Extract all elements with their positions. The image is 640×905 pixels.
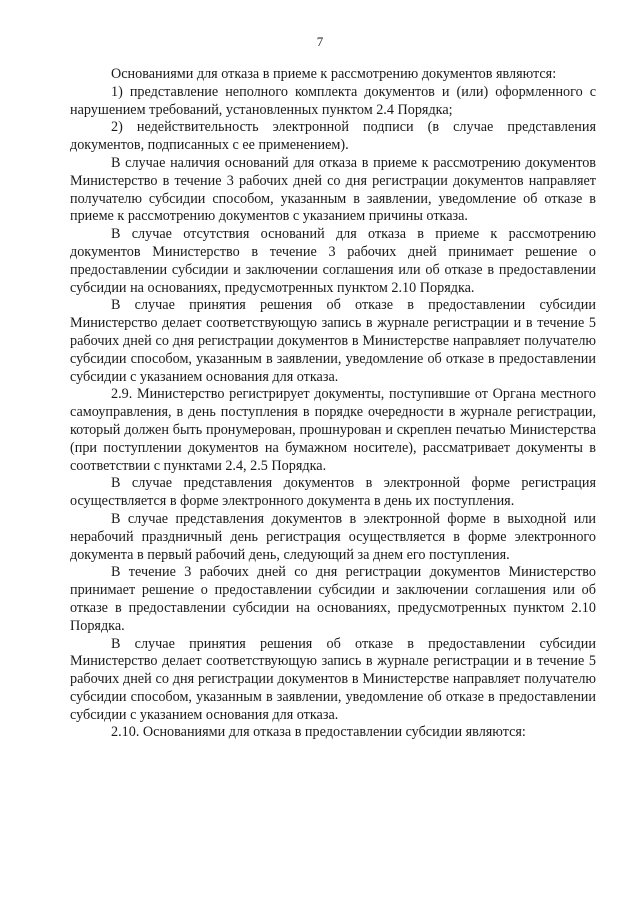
- page-number: 7: [316, 34, 324, 49]
- paragraph-section-2-9: 2.9. Министерство регистрирует документы, поступившие от Органа местного самоуправления, в день поступления в порядке очередности в журнале регистрации, который должен быть пронумерован, прошнурован и скреплен печатью Министерства (при поступлении документов на бумажном носителе), рассматривает документы в соответствии с пунктами 2.4, 2.5 Порядка.: [70, 386, 596, 474]
- paragraph-item-1: 1) представление неполного комплекта документов и (или) оформленного с нарушением требований, установленных пунктом 2.4 Порядка;: [70, 83, 596, 118]
- paragraph-refusal-decision-repeat: В случае принятия решения об отказе в предоставлении субсидии Министерство делает соответствующую запись в журнале регистрации и в течение 5 рабочих дней со дня регистрации документов в Министерстве направляет получателю субсидии способом, указанным в заявлении, уведомление об отказе в предоставлении субсидии с указанием основания для отказа.: [70, 635, 596, 723]
- paragraph-decision-timeline: В течение 3 рабочих дней со дня регистрации документов Министерство принимает решение о предоставлении субсидии и заключении соглашения или об отказе в предоставлении субсидии на основаниях, предусмотренных пунктом 2.10 Порядка.: [70, 564, 596, 634]
- paragraph-refusal-grounds-intro: Основаниями для отказа в приеме к рассмотрению документов являются:: [111, 66, 557, 82]
- paragraph-section-2-10: 2.10. Основаниями для отказа в предоставлении субсидии являются:: [111, 724, 526, 741]
- paragraph-no-grounds-decision: В случае отсутствия оснований для отказа в приеме к рассмотрению документов Министерство в течение 3 рабочих дней принимает решение о предоставлении субсидии и заключении соглашения или об отказе в предоставлении субсидии на основаниях, предусмотренных пунктом 2.10 Порядка.: [70, 226, 596, 296]
- document-body: [70, 66, 596, 742]
- paragraph-refusal-decision: В случае принятия решения об отказе в предоставлении субсидии Министерство делает соответствующую запись в журнале регистрации и в течение 5 рабочих дней со дня регистрации документов в Министерстве направляет получателю субсидии способом, указанным в заявлении, уведомление об отказе в предоставлении субсидии с указанием основания для отказа.: [70, 297, 596, 385]
- paragraph-item-2: 2) недействительность электронной подписи (в случае представления документов, подписанных с ее применением).: [70, 119, 596, 154]
- paragraph-holiday-registration: В случае представления документов в электронной форме в выходной или нерабочий праздничный день регистрация осуществляется в форме электронного документа в первый рабочий день, следующий за днем его поступления.: [70, 510, 596, 563]
- paragraph-refusal-notice: В случае наличия оснований для отказа в приеме к рассмотрению документов Министерство в течение 3 рабочих дней со дня регистрации документов направляет получателю субсидии способом, указанным в заявлении, уведомление об отказе в приеме к рассмотрению документов с указанием причины отказа.: [70, 154, 596, 225]
- paragraph-electronic-registration: В случае представления документов в электронной форме регистрация осуществляется в форме электронного документа в день их поступления.: [70, 475, 596, 510]
